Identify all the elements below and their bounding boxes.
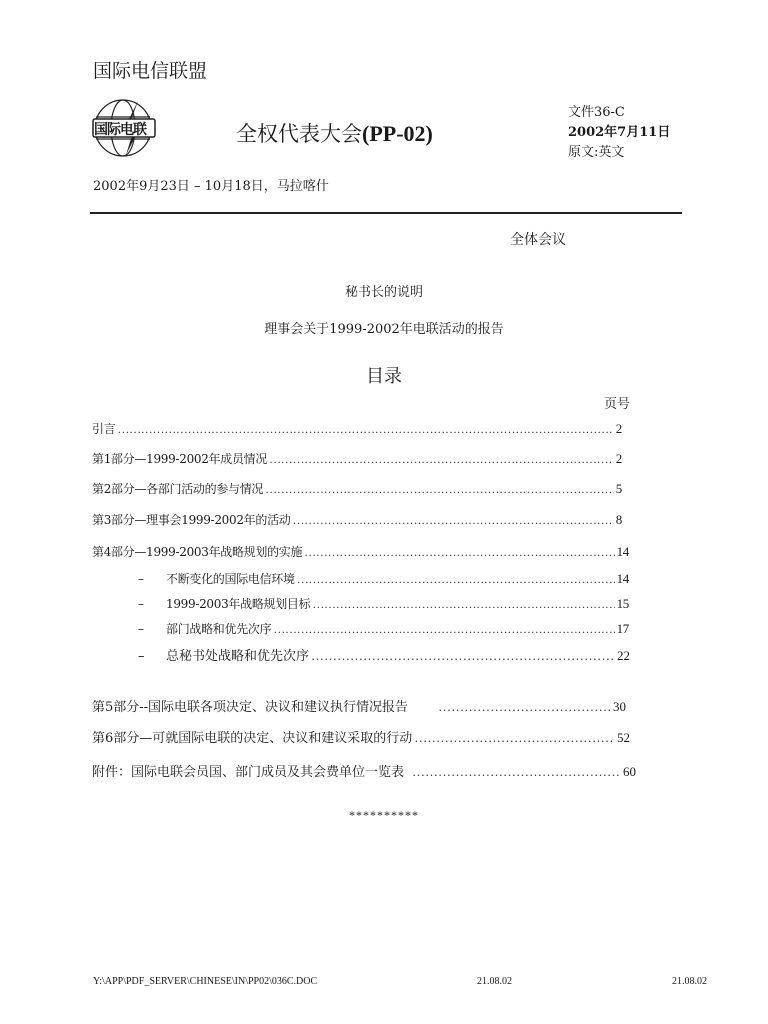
toc-entry-label: 第5部分--国际电联各项决定、决议和建议执行情况报告 [92,700,409,715]
toc-dash: – [138,622,144,636]
toc-subentry[interactable] [138,620,629,637]
toc-leader [438,699,611,715]
toc-entry-page: 15 [616,596,629,611]
toc-entry-page: 8 [615,512,622,527]
toc-entry[interactable] [92,727,630,746]
toc-entry[interactable] [92,543,629,560]
footer-path: Y:\APP\PDF_SERVER\CHINESE\IN\PP02\036C.DOC [93,976,318,987]
toc-entry-label: 第2部分—各部门活动的参与情况 [92,482,264,496]
toc-entry-page: 2 [615,421,622,436]
toc-subentry-label: 1999-2003年战略规划目标 [166,597,311,611]
toc-entry[interactable] [92,450,622,467]
toc-subentry-label: 不断变化的国际电信环境 [166,572,295,586]
header-divider [90,212,682,214]
toc-leader [412,764,621,780]
toc-entry-page: 2 [615,451,622,466]
toc-subentry-label: 部门战略和优先次序 [166,622,272,636]
conference-dates-location: 2002年9月23日 – 10月18日，马拉喀什 [93,179,329,194]
doc-date: 2002年7月11日 [568,125,671,140]
toc-entry-label: 第1部分—1999-2002年成员情况 [92,452,268,466]
toc-entry[interactable] [92,420,622,437]
toc-entry-page: 52 [617,730,630,745]
toc-entry-label: 附件：国际电联会员国、部门成员及其会费单位一览表 [92,765,405,780]
toc-leader [292,513,613,528]
end-separator: ********** [349,808,419,822]
page-number-header: 页号 [604,397,631,412]
toc-leader [304,545,614,560]
logo-text: 国际电联 [94,122,146,138]
toc-entry[interactable] [92,696,626,715]
toc-entry[interactable] [92,511,622,528]
document-info [568,103,670,163]
toc-leader [265,482,614,497]
doc-number: 文件36-C [568,105,625,120]
toc-leader [117,422,613,437]
toc-subentry-label: 总秘书处战略和优先次序 [166,649,310,664]
toc-leader [311,648,615,664]
toc-leader [312,597,614,612]
conference-prefix: 全权代表大会 [236,122,362,146]
toc-entry-page: 5 [615,481,622,496]
toc-leader [273,622,614,637]
toc-entry-label: 引言 [92,422,116,436]
toc-entry-page: 22 [617,648,630,663]
toc-entry-page: 14 [616,544,629,559]
toc-dash: – [138,597,144,611]
conference-title [236,118,433,148]
toc-entry-label: 第6部分—可就国际电联的决定、决议和建议采取的行动 [92,731,413,746]
note-title: 秘书长的说明 [344,285,423,300]
toc-entry-label: 第4部分—1999-2003年战略规划的实施 [92,545,303,559]
toc-entry-label: 第3部分—理事会1999-2002年的活动 [92,513,291,527]
conference-code: (PP-02) [362,121,433,146]
organization-name: 国际电信联盟 [93,60,208,82]
toc-subentry[interactable] [138,595,629,612]
toc-leader [269,452,614,467]
meeting-name: 全体会议 [510,232,566,248]
doc-original-language: 原文:英文 [568,145,625,160]
toc-entry-page: 30 [613,699,626,714]
toc-dash: – [138,649,145,664]
toc-dash: – [138,572,144,586]
report-title: 理事会关于1999-2002年电联活动的报告 [264,322,504,337]
toc-entry[interactable] [92,761,636,780]
footer-date-saved: 21.08.02 [477,976,512,987]
toc-leader [414,730,615,746]
toc-leader [297,572,615,587]
toc-subentry[interactable] [138,645,630,664]
toc-entry-page: 17 [616,621,629,636]
toc-subentry[interactable] [138,570,629,587]
toc-title: 目录 [366,366,402,387]
footer-date-printed: 21.08.02 [672,976,707,987]
toc-entry-page: 14 [616,571,629,586]
toc-entry[interactable] [92,480,622,497]
toc-entry-page: 60 [623,764,636,779]
